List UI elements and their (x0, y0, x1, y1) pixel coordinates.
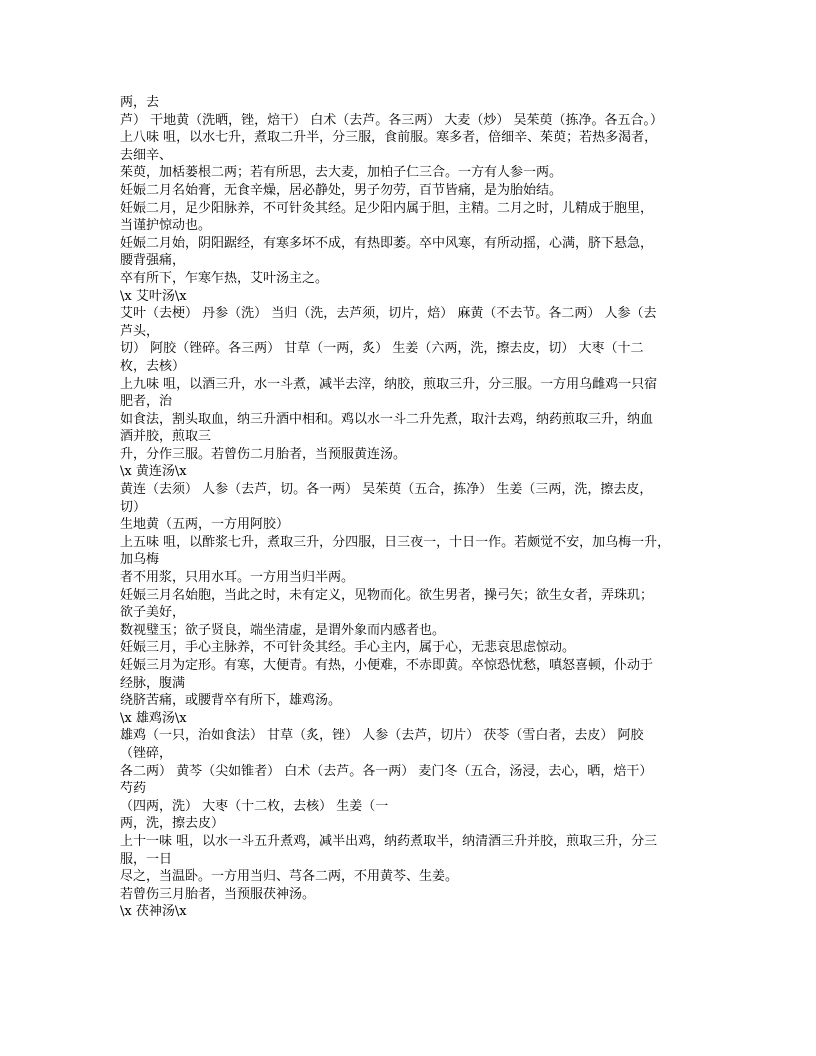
text-line: 上九味 咀，以酒三升，水一斗煮，减半去滓，纳胶，煎取三升，分三服。一方用乌雌鸡一只宿 (120, 376, 658, 392)
text-line: 当谨护惊动也。 (120, 218, 212, 234)
text-line: （四两，洗） 大枣（十二枚，去核） 生姜（一 (120, 798, 389, 814)
text-line: （锉碎， (120, 745, 173, 761)
text-line: 枚，去核） (120, 358, 186, 374)
text-line: 各二两） 黄芩（尖如锥者） 白术（去芦。各一两） 麦门冬（五合，汤浸，去心，晒，焙干） (120, 763, 653, 779)
text-line: 上十一味 咀，以水一斗五升煮鸡，减半出鸡，纳药煮取半，纳清酒三升并胶，煎取三升，分三 (120, 833, 658, 849)
text-line: 芦） 干地黄（洗晒，锉，焙干） 白术（去芦。各三两） 大麦（炒） 吴茱萸（拣净。各五合。） (120, 112, 664, 128)
text-line: 芍药 (120, 781, 147, 797)
text-line: 艾叶（去梗） 丹参（洗） 当归（洗，去芦须，切片，焙） 麻黄（不去节。各二两） 人参（去 (120, 306, 657, 322)
text-line: 雄鸡（一只，治如食法） 甘草（炙，锉） 人参（去芦，切片） 茯苓（雪白者，去皮） 阿胶 (120, 728, 644, 744)
text-line: 经脉，腹满 (120, 675, 186, 691)
text-line: 者不用浆，只用水耳。一方用当归半两。 (120, 570, 355, 586)
text-line: 腰背强痛， (120, 253, 186, 269)
text-line: 切） (120, 499, 147, 515)
document-text (120, 94, 698, 921)
text-line: 妊娠二月，足少阳脉养，不可针灸其经。足少阳内属于胆，主精。二月之时，儿精成于胞里， (120, 200, 654, 216)
text-line: 两，洗，擦去皮） (120, 816, 225, 832)
text-line: 卒有所下，乍寒乍热，艾叶汤主之。 (120, 270, 329, 286)
text-line: 数视璧玉；欲子贤良，端坐清虚，是谓外象而内感者也。 (120, 622, 446, 638)
text-line: \x 艾叶汤\x (120, 288, 187, 304)
text-line: \x 茯神汤\x (120, 904, 187, 920)
text-line: 如食法，割头取血，纳三升酒中相和。鸡以水一斗二升先煮，取汁去鸡，纳药煎取三升，纳血 (120, 411, 654, 427)
text-line: 加乌梅 (120, 552, 160, 568)
text-line: 妊娠三月为定形。有寒，大便青。有热，小便难，不赤即黄。卒惊恐忧愁，嗔怒喜顿，仆动于 (120, 658, 654, 673)
text-line: 妊娠二月始，阴阳踞经，有寒多坏不成，有热即萎。卒中风寒，有所动摇，心满，脐下悬急， (120, 235, 654, 251)
text-line: 绕脐苦痛，或腰背卒有所下，雄鸡汤。 (120, 693, 342, 709)
text-line: 芦头， (120, 323, 160, 339)
text-line: \x 雄鸡汤\x (120, 710, 187, 726)
text-line: 妊娠三月，手心主脉养，不可针灸其经。手心主内，属于心，无悲哀思虑惊动。 (120, 640, 576, 656)
text-line: 两，去 (120, 95, 160, 110)
text-line: \x 黄连汤\x (120, 464, 187, 480)
text-line: 升，分作三服。若曾伤二月胎者，当预服黄连汤。 (120, 446, 407, 462)
text-line: 去细辛、 (120, 147, 173, 163)
text-line: 生地黄（五两，一方用阿胶） (120, 517, 290, 533)
text-line: 妊娠三月名始胞，当此之时，未有定义，见物而化。欲生男者，操弓矢；欲生女者，弄珠玑； (120, 587, 654, 603)
text-line: 黄连（去须） 人参（去芦，切。各一两） 吴茱萸（五合，拣净） 生姜（三两，洗，擦去皮， (120, 482, 653, 498)
text-line: 上八味 咀，以水七升，煮取二升半，分三服，食前服。寒多者，倍细辛、茱萸；若热多渴者， (120, 130, 658, 146)
text-line: 切） 阿胶（锉碎。各三两） 甘草（一两，炙） 生姜（六两，洗，擦去皮，切） 大枣（十二 (120, 341, 644, 357)
text-line: 茱萸，加栝蒌根二两；若有所思，去大麦，加柏子仁三合。一方有人参一两。 (120, 165, 563, 181)
text-line: 肥者，治 (120, 394, 173, 410)
text-line: 尽之，当温卧。一方用当归、芎各二两，不用黄芩、生姜。 (120, 869, 459, 885)
text-line: 若曾伤三月胎者，当预服茯神汤。 (120, 886, 316, 902)
text-line: 酒并胶，煎取三 (120, 429, 212, 445)
text-line: 妊娠二月名始膏，无食辛燥，居必静处，男子勿劳，百节皆痛，是为胎始结。 (120, 182, 563, 198)
text-line: 上五味 咀，以酢浆七升，煮取三升，分四服，日三夜一，十日一作。若颇觉不安，加乌梅一升， (120, 534, 671, 550)
text-line: 服，一日 (120, 851, 173, 867)
text-line: 欲子美好， (120, 605, 186, 621)
